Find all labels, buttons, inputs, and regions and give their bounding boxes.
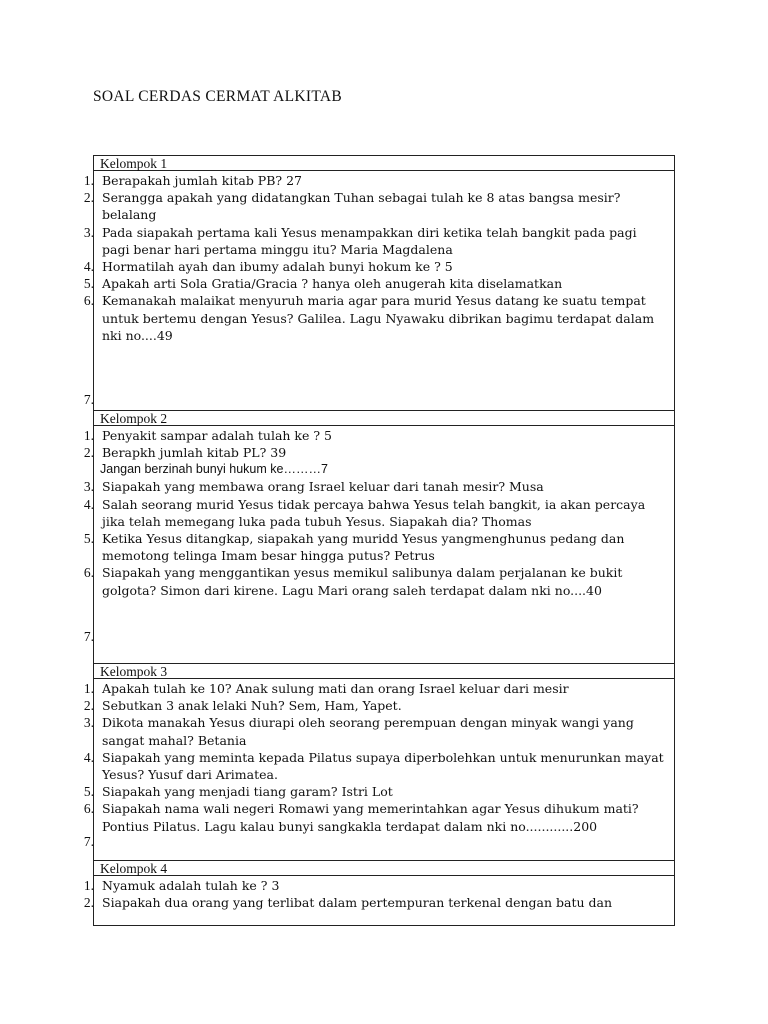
question-text: Nyamuk adalah tulah ke ? 3 [102, 878, 280, 893]
question-number: 5. [83, 531, 94, 547]
question-row [83, 224, 666, 258]
group-header: Kelompok 1 [93, 155, 675, 171]
question-text: Siapakah yang membawa orang Israel keluar dari tanah mesir? Musa [102, 479, 544, 495]
question-number: 7. [83, 392, 94, 407]
question-number: 1. [83, 173, 94, 188]
group-kelompok-2 [0, 410, 768, 664]
group-kelompok-1 [0, 155, 768, 411]
question-row [83, 275, 666, 292]
question-row [83, 800, 666, 834]
question-text: Siapakah nama wali negeri Romawi yang memerintahkan agar Yesus dihukum mati? Pontius Pilatus. Lagu kalau bunyi sangkakla terdapat dalam nki no............200 [102, 801, 639, 834]
question-number: 2. [83, 445, 94, 461]
question-row [83, 189, 666, 223]
question-text: Siapakah yang menggantikan yesus memikul salibunya dalam perjalanan ke bukit golgota? Simon dari kirene. Lagu Mari orang saleh terdapat dalam nki no....40 [102, 565, 623, 598]
question-row [83, 894, 666, 911]
question-text: Penyakit sampar adalah tulah ke ? 5 [102, 428, 333, 443]
question-number: 2. [83, 698, 94, 714]
question-text: Ketika Yesus ditangkap, siapakah yang muridd Yesus yangmenghunus pedang dan memotong telinga Imam besar hingga putus? Petrus [102, 531, 625, 564]
question-text: Sebutkan 3 anak lelaki Nuh? Sem, Ham, Yapet. [102, 698, 402, 714]
question-row [83, 783, 666, 800]
group-kelompok-4 [0, 860, 768, 926]
group-header: Kelompok 2 [93, 410, 675, 426]
question-number: 5. [83, 784, 94, 800]
question-text: Pada siapakah pertama kali Yesus menampakkan diri ketika telah bangkit pada pagi pagi benar hari pertama minggu itu? Maria Magdalena [102, 224, 637, 257]
question-number: 6. [83, 565, 94, 581]
question-number: 4. [83, 259, 94, 275]
question-text: Dikota manakah Yesus diurapi oleh seorang perempuan dengan minyak wangi yang sangat mahal? Betania [102, 715, 634, 748]
question-number: 5. [83, 276, 94, 292]
question-text: Hormatilah ayah dan ibumy adalah bunyi hokum ke ? 5 [102, 259, 453, 275]
question-text: Siapakah yang meminta kepada Pilatus supaya diperbolehkan untuk menurunkan mayat Yesus? Yusuf dari Arimatea. [102, 749, 664, 783]
question-row [83, 292, 666, 344]
group-body [83, 679, 675, 861]
question-row [83, 478, 666, 495]
question-text: Jangan berzinah bunyi hukum ke………7 [100, 462, 328, 477]
question-number: 4. [83, 749, 94, 765]
question-number: 6. [83, 293, 94, 309]
question-number: 2. [83, 895, 94, 911]
question-text: Salah seorang murid Yesus tidak percaya bahwa Yesus telah bangkit, ia akan percaya jika telah memegang luka pada tubuh Yesus. Siapakah dia? Thomas [102, 496, 646, 529]
question-row [83, 172, 666, 189]
question-number: 4. [83, 496, 94, 512]
question-text: Siapakah yang menjadi tiang garam? Istri Lot [102, 784, 393, 800]
question-row [83, 496, 666, 530]
quiz-table [0, 155, 768, 926]
question-number: 1. [83, 428, 94, 443]
question-text: Kemanakah malaikat menyuruh maria agar para murid Yesus datang ke suatu tempat untuk bertemu dengan Yesus? Galilea. Lagu Nyawaku dibrikan bagimu terdapat dalam nki no....49 [102, 293, 655, 343]
question-number: 1. [83, 878, 94, 893]
question-text: Berapkh jumlah kitab PL? 39 [102, 445, 287, 461]
question-row [102, 461, 666, 478]
question-number: 7. [83, 629, 94, 644]
question-row [83, 714, 666, 748]
question-text: Berapakah jumlah kitab PB? 27 [102, 173, 302, 188]
page-title: SOAL CERDAS CERMAT ALKITAB [93, 88, 342, 105]
group-body [83, 171, 675, 411]
question-row [83, 444, 666, 461]
group-body [83, 426, 675, 664]
question-row [83, 749, 666, 783]
question-row [83, 680, 666, 697]
group-header: Kelompok 4 [93, 860, 675, 876]
group-header: Kelompok 3 [93, 663, 675, 679]
question-row [83, 258, 666, 275]
question-number: 3. [83, 224, 94, 240]
question-row [83, 427, 666, 444]
group-body [83, 876, 675, 926]
question-number: 6. [83, 801, 94, 817]
group-kelompok-3 [0, 663, 768, 861]
question-row [83, 877, 666, 894]
question-row [83, 697, 666, 714]
question-number: 3. [83, 479, 94, 495]
question-number: 2. [83, 190, 94, 206]
question-text: Serangga apakah yang didatangkan Tuhan sebagai tulah ke 8 atas bangsa mesir? belalang [102, 190, 621, 223]
question-text: Apakah arti Sola Gratia/Gracia ? hanya oleh anugerah kita diselamatkan [102, 276, 563, 292]
question-number: 1. [83, 681, 94, 696]
question-row [83, 564, 666, 598]
question-text: Siapakah dua orang yang terlibat dalam pertempuran terkenal dengan batu dan [102, 895, 613, 911]
question-text: Apakah tulah ke 10? Anak sulung mati dan orang Israel keluar dari mesir [102, 681, 569, 696]
question-number: 3. [83, 715, 94, 731]
question-row [83, 530, 666, 564]
question-number: 7. [83, 834, 94, 849]
